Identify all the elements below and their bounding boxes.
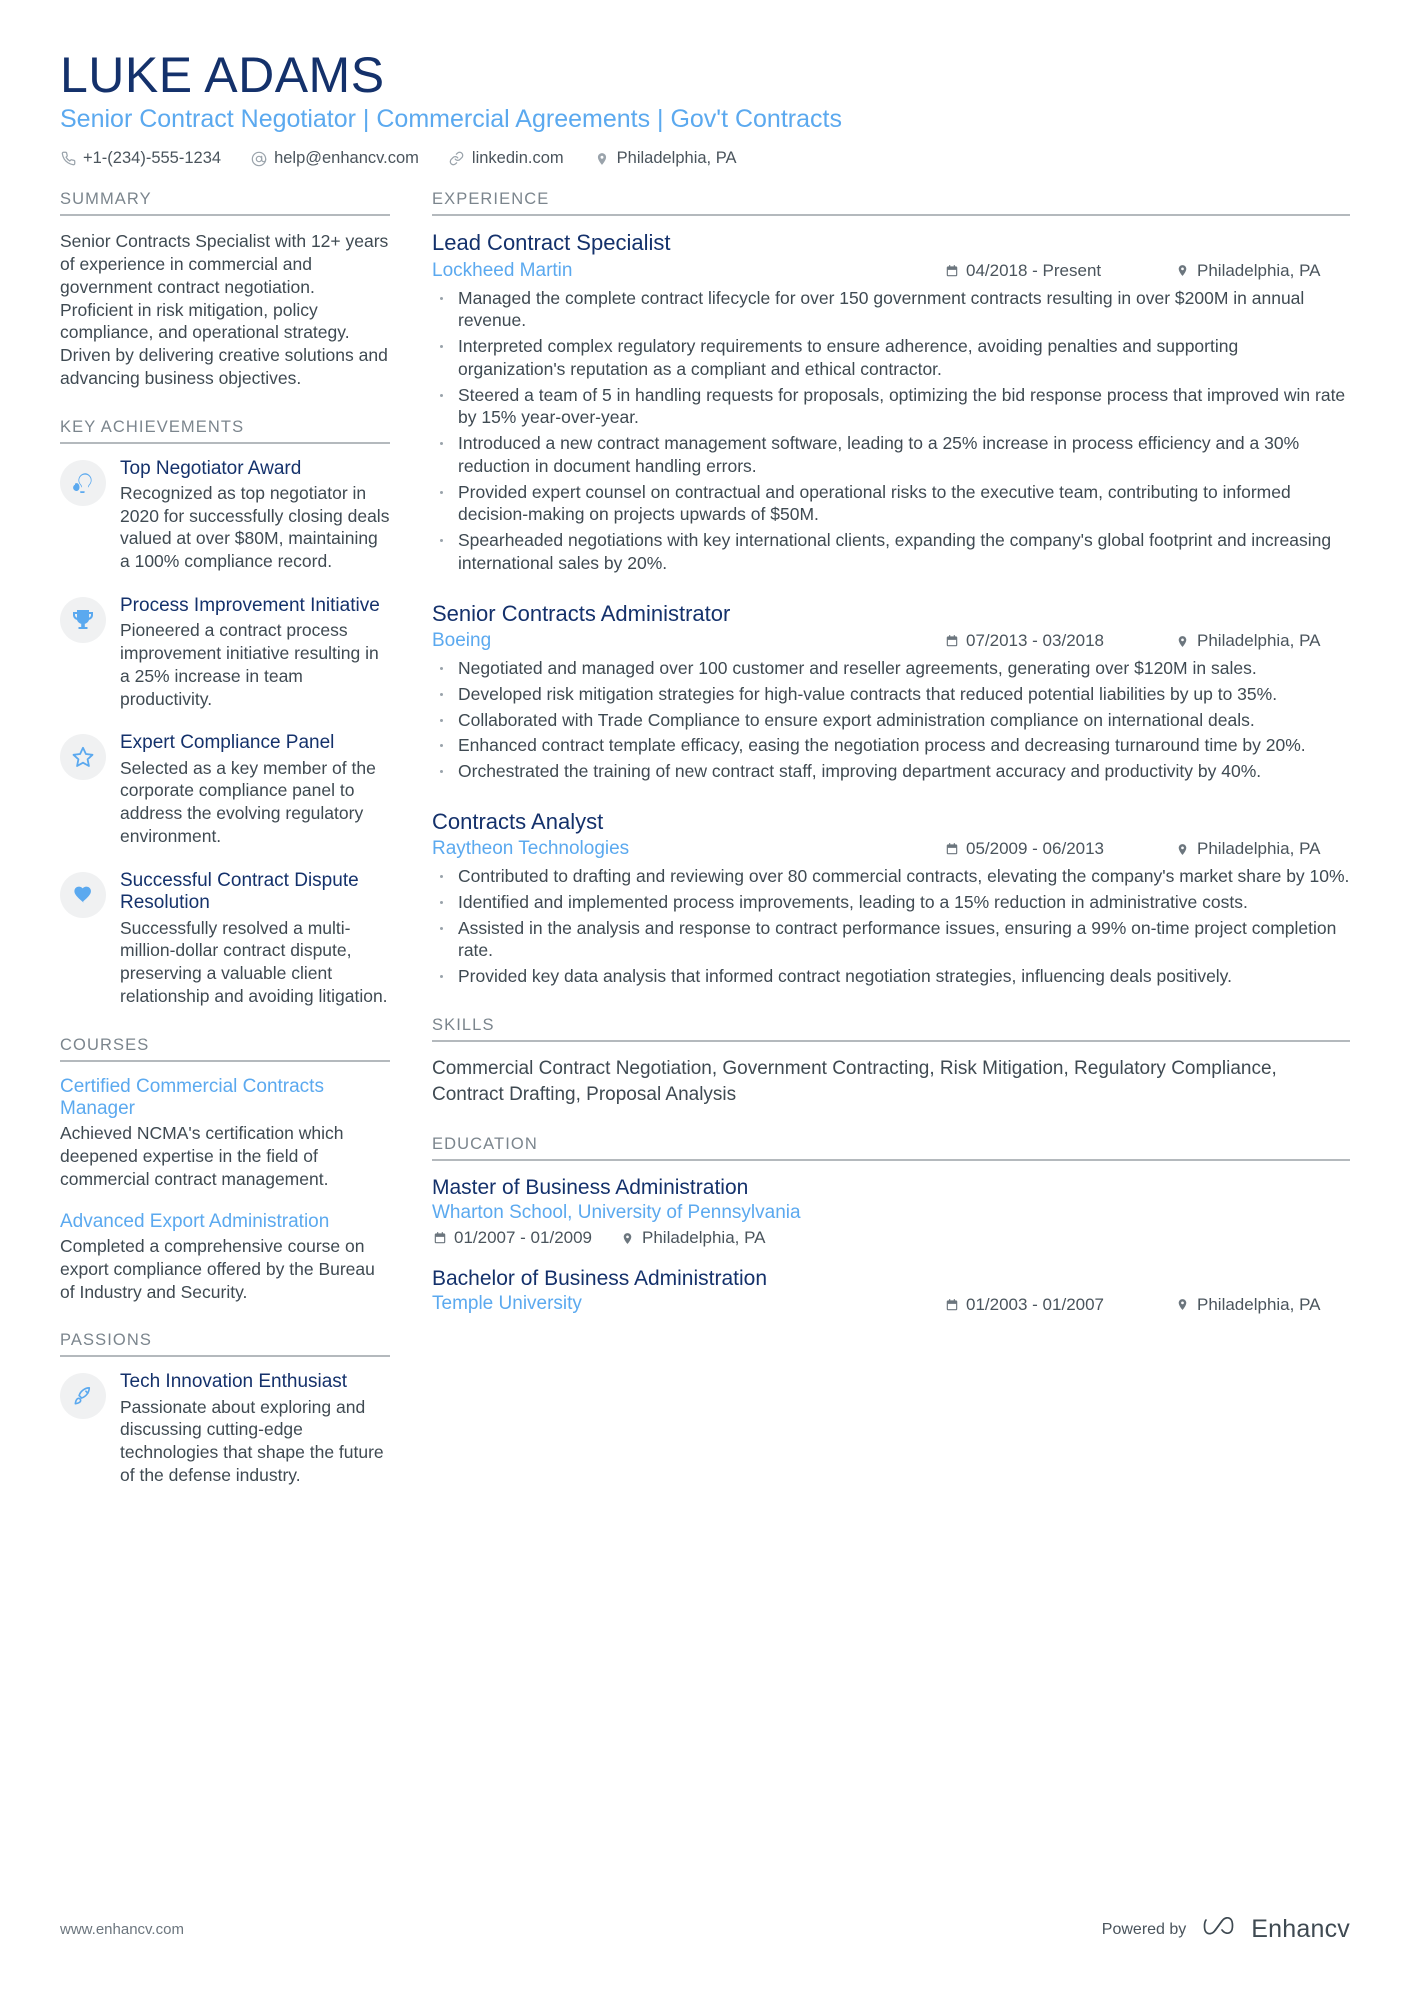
passions-section-title: PASSIONS (60, 1331, 390, 1357)
course-description: Achieved NCMA's certification which deepened expertise in the field of commercial contract management. (60, 1123, 344, 1189)
course-title: Advanced Export Administration (60, 1210, 330, 1232)
location-pin-icon (594, 151, 610, 167)
job-bullet: Interpreted complex regulatory requirements to ensure adherence, avoiding penalties and supporting organization's reputation as a compliant and ethical contractor. (432, 335, 1350, 381)
job-bullet: Identified and implemented process improvements, leading to a 15% reduction in administrative costs. (432, 891, 1350, 914)
job-bullet: Provided expert counsel on contractual and operational risks to the executive team, contributing to informed decision-making on projects upwards of $50M. (432, 481, 1350, 527)
job-bullets (432, 287, 1350, 575)
rocket-icon (60, 1373, 106, 1419)
skills-section-title: SKILLS (432, 1016, 1350, 1042)
job-company: Boeing (432, 630, 492, 652)
education-location (620, 1228, 766, 1248)
contact-phone-text: +1-(234)-555-1234 (83, 149, 222, 168)
job-location-text: Philadelphia, PA (1197, 260, 1321, 280)
email-icon (251, 151, 267, 167)
job-role: Lead Contract Specialist (432, 230, 671, 256)
job-date-text: 05/2009 - 06/2013 (966, 839, 1105, 859)
experience-item (432, 809, 1350, 988)
job-date-text: 04/2018 - Present (966, 260, 1102, 280)
section-experience (432, 190, 1350, 988)
footer-website-url[interactable]: www.enhancv.com (60, 1921, 184, 1938)
contact-location (594, 149, 737, 168)
location-pin-icon (1175, 1297, 1190, 1312)
experience-item (432, 601, 1350, 783)
job-company: Lockheed Martin (432, 259, 573, 281)
section-education (432, 1135, 1350, 1316)
key-achievements-section-title: KEY ACHIEVEMENTS (60, 418, 390, 444)
education-meta-row (432, 1293, 1350, 1316)
job-bullet: Spearheaded negotiations with key international clients, expanding the company's global footprint and increasing international sales by 20%. (432, 529, 1350, 575)
skills-text: Commercial Contract Negotiation, Government Contracting, Risk Mitigation, Regulatory Compliance, Contract Drafting, Proposal Analysis (432, 1057, 1277, 1105)
passion-title: Tech Innovation Enthusiast (120, 1371, 348, 1393)
job-date (944, 631, 1149, 651)
achievement-description: Recognized as top negotiator in 2020 for successfully closing deals valued at over $80M, maintaining a 100% compliance record. (120, 482, 390, 572)
location-pin-icon (1175, 842, 1190, 857)
job-bullet: Contributed to drafting and reviewing over 80 commercial contracts, elevating the company's market share by 10%. (432, 865, 1350, 888)
job-role: Contracts Analyst (432, 808, 604, 834)
calendar-icon (432, 1231, 447, 1246)
job-date-text: 07/2013 - 03/2018 (966, 631, 1105, 651)
education-location-text: Philadelphia, PA (1197, 1294, 1321, 1314)
contact-email-text: help@enhancv.com (274, 149, 419, 168)
course-item (60, 1211, 390, 1304)
education-school: Wharton School, University of Pennsylvania (432, 1202, 801, 1224)
contact-location-text: Philadelphia, PA (616, 149, 737, 168)
achievement-title: Successful Contract Dispute Resolution (120, 869, 359, 914)
courses-section-title: COURSES (60, 1036, 390, 1062)
summary-section-title: SUMMARY (60, 190, 390, 216)
course-title: Certified Commercial Contracts Manager (60, 1075, 324, 1119)
job-bullet: Steered a team of 5 in handling requests for proposals, optimizing the bid response process that improved win rate by 15% year-over-year. (432, 384, 1350, 430)
achievement-description: Selected as a key member of the corporate compliance panel to address the evolving regulatory environment. (120, 757, 376, 846)
job-role: Senior Contracts Administrator (432, 600, 731, 626)
calendar-icon (944, 842, 959, 857)
enhancv-wordmark: Enhancv (1251, 1915, 1350, 1943)
star-icon (60, 734, 106, 780)
job-location (1175, 261, 1350, 281)
job-bullet: Assisted in the analysis and response to contract performance issues, ensuring a 99% on-time project completion rate. (432, 917, 1350, 963)
resume-footer (60, 1914, 1350, 1945)
achievement-description: Successfully resolved a multi-million-dollar contract dispute, preserving a valuable client relationship and avoiding litigation. (120, 917, 388, 1006)
experience-section-title: EXPERIENCE (432, 190, 1350, 216)
education-item (432, 1175, 1350, 1248)
job-location (1175, 839, 1350, 859)
trophy-icon (60, 597, 106, 643)
job-bullet: Provided key data analysis that informed contract negotiation strategies, influencing deals positively. (432, 965, 1350, 988)
passion-description: Passionate about exploring and discussing cutting-edge technologies that shape the future of the defense industry. (120, 1396, 384, 1485)
job-bullet: Developed risk mitigation strategies for high-value contracts that reduced potential liabilities by up to 35%. (432, 683, 1350, 706)
idea-head-icon (60, 460, 106, 506)
contact-linkedin-text: linkedin.com (471, 149, 564, 168)
passion-item (60, 1371, 390, 1486)
job-bullet: Collaborated with Trade Compliance to ensure export administration compliance on international deals. (432, 709, 1350, 732)
education-section-title: EDUCATION (432, 1135, 1350, 1161)
summary-text: Senior Contracts Specialist with 12+ years of experience in commercial and government contract negotiation. Proficient in risk mitigation, policy compliance, and operational strategy. Driven by delivering creative solutions and advancing business objectives. (60, 231, 389, 388)
section-passions (60, 1331, 390, 1486)
achievement-item (60, 732, 390, 847)
course-item (60, 1076, 390, 1191)
achievement-item (60, 458, 390, 573)
job-bullet: Managed the complete contract lifecycle for over 150 government contracts resulting in over $200M in annual revenue. (432, 287, 1350, 333)
candidate-headline: Senior Contract Negotiator | Commercial Agreements | Gov't Contracts (60, 105, 842, 133)
section-skills (432, 1016, 1350, 1107)
job-location-text: Philadelphia, PA (1197, 631, 1321, 651)
powered-by-label: Powered by (1101, 1920, 1187, 1938)
achievement-title: Top Negotiator Award (120, 457, 302, 479)
job-location-text: Philadelphia, PA (1197, 839, 1321, 859)
job-bullet: Introduced a new contract management software, leading to a 25% increase in process efficiency and a 30% reduction in document handling errors. (432, 432, 1350, 478)
section-courses (60, 1036, 390, 1304)
job-date (944, 839, 1149, 859)
education-date (432, 1228, 592, 1248)
education-location-text: Philadelphia, PA (642, 1228, 766, 1248)
calendar-icon (944, 634, 959, 649)
job-bullet: Negotiated and managed over 100 customer and reseller agreements, generating over $120M in sales. (432, 657, 1350, 680)
location-pin-icon (1175, 634, 1190, 649)
contact-bar (60, 149, 1350, 168)
education-meta-row (432, 1228, 1350, 1248)
job-location (1175, 631, 1350, 651)
job-company: Raytheon Technologies (432, 838, 630, 860)
job-meta-row (432, 838, 1350, 860)
job-bullet: Enhanced contract template efficacy, easing the negotiation process and decreasing turnaround time by 20%. (432, 734, 1350, 757)
experience-item (432, 230, 1350, 574)
job-date (944, 261, 1149, 281)
achievement-item (60, 595, 390, 710)
resume-body (0, 168, 1410, 1514)
education-degree: Bachelor of Business Administration (432, 1267, 768, 1291)
contact-linkedin[interactable] (449, 149, 564, 168)
footer-branding (1102, 1914, 1350, 1945)
achievement-title: Process Improvement Initiative (120, 594, 380, 616)
job-bullets (432, 865, 1350, 988)
calendar-icon (944, 1297, 959, 1312)
achievement-item (60, 870, 390, 1008)
location-pin-icon (620, 1231, 635, 1246)
job-meta-row (432, 630, 1350, 652)
course-description: Completed a comprehensive course on export compliance offered by the Bureau of Industry and Security. (60, 1236, 375, 1302)
education-item (432, 1266, 1350, 1316)
contact-phone[interactable] (60, 149, 221, 168)
candidate-name: LUKE ADAMS (60, 47, 385, 103)
education-date-text: 01/2007 - 01/2009 (454, 1228, 593, 1248)
contact-email[interactable] (251, 149, 419, 168)
enhancv-logo (1202, 1914, 1350, 1945)
education-location (1175, 1295, 1350, 1315)
education-school: Temple University (432, 1293, 582, 1315)
main-column (432, 190, 1350, 1344)
job-bullets (432, 657, 1350, 783)
achievement-description: Pioneered a contract process improvement initiative resulting in a 25% increase in team productivity. (120, 620, 379, 709)
education-date (944, 1295, 1149, 1315)
job-bullet: Orchestrated the training of new contract staff, improving department accuracy and productivity by 40%. (432, 760, 1350, 783)
link-icon (449, 151, 465, 167)
section-key-achievements (60, 418, 390, 1008)
section-summary (60, 190, 390, 389)
education-date-text: 01/2003 - 01/2007 (966, 1294, 1105, 1314)
enhancv-mark-icon (1202, 1914, 1242, 1945)
achievement-title: Expert Compliance Panel (120, 732, 335, 754)
resume-header (0, 0, 1410, 168)
phone-icon (60, 151, 76, 167)
sidebar-column (60, 190, 390, 1514)
location-pin-icon (1175, 263, 1190, 278)
job-meta-row (432, 260, 1350, 282)
calendar-icon (944, 263, 959, 278)
heart-icon (60, 872, 106, 918)
education-degree: Master of Business Administration (432, 1176, 749, 1200)
